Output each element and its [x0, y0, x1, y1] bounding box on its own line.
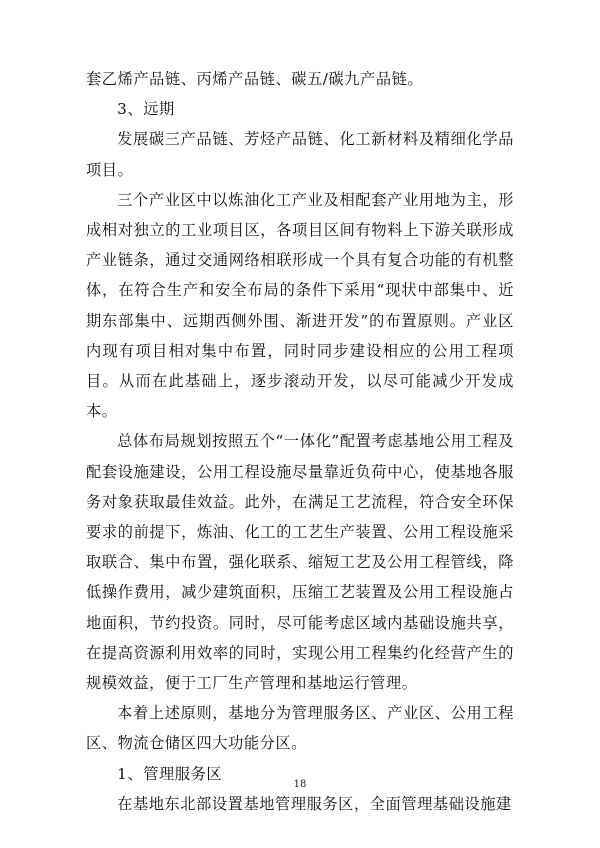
section-heading-long-term: 3、远期: [117, 100, 175, 119]
section-heading-management-service-zone: 1、管理服务区: [117, 764, 223, 783]
paragraph-continuation: 套乙烯产品链、丙烯产品链、碳五/碳九产品链。: [86, 70, 424, 88]
paragraph-management-service-zone: 在基地东北部设置基地管理服务区，全面管理基础设施建: [117, 794, 512, 813]
page-number: 18: [293, 779, 307, 790]
paragraph-long-term-development: 发展碳三产品链、芳烃产品链、化工新材料及精细化学品项目。: [86, 130, 514, 179]
document-body: [86, 64, 514, 819]
paragraph-industrial-zones: 三个产业区中以炼油化工产业及相配套产业用地为主，形成相对独立的工业项目区，各项目区间有物料上下游关联形成产业链条，通过交通网络相联形成一个具有复合功能的有机整体，在符合生产和安全布局的条件下采用“现状中部集中、近期东部集中、远期西侧外围、渐进开发”的布置原则。产业区内现有项目相对集中布置，同时同步建设相应的公用工程项目。从而在此基础上，逐步滚动开发，以尽可能减少开发成本。: [86, 190, 514, 421]
paragraph-overall-layout: 总体布局规划按照五个“一体化”配置考虑基地公用工程及配套设施建设，公用工程设施尽量靠近负荷中心，使基地各服务对象获取最佳效益。此外，在满足工艺流程，符合安全环保要求的前提下，炼油、化工的工艺生产装置、公用工程设施采取联合、集中布置，强化联系、缩短工艺及公用工程管线，降低操作费用，减少建筑面积，压缩工艺装置及公用工程设施占地面积，节约投资。同时，尽可能考虑区域内基础设施共享，在提高资源利用效率的同时，实现公用工程集约化经营产生的规模效益，便于工厂生产管理和基地运行管理。: [86, 432, 514, 693]
paragraph-functional-zones: 本着上述原则，基地分为管理服务区、产业区、公用工程区、物流仓储区四大功能分区。: [86, 704, 514, 753]
